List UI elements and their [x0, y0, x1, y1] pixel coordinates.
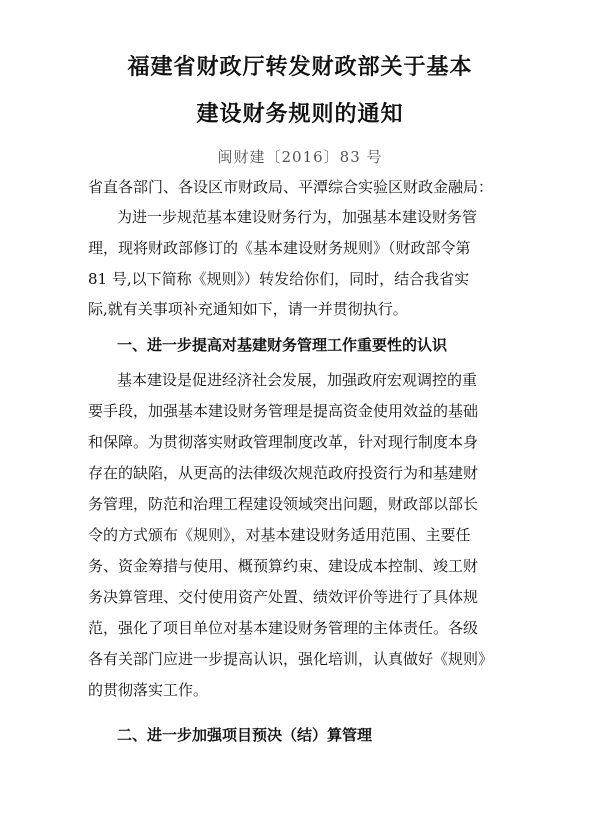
section-1-line: 基本建设是促进经济社会发展，加强政府宏观调控的重	[117, 371, 478, 389]
document-title-line-1: 福建省财政厅转发财政部关于基本	[127, 55, 473, 80]
section-1-line: 务管理，防范和治理工程建设领域突出问题，财政部以部长	[88, 495, 479, 513]
intro-line: 际,就有关事项补充通知如下，请一并贯彻执行。	[88, 300, 408, 318]
section-2-heading: 二、进一步加强项目预决（结）算管理	[117, 726, 373, 744]
intro-line: 为进一步规范基本建设财务行为，加强基本建设财务管	[117, 208, 478, 226]
section-1-line: 各有关部门应进一步提高认识，强化培训，认真做好《规则》	[88, 650, 494, 668]
intro-line: 81 号,以下简称《规则》）转发给你们，同时，结合我省实	[88, 270, 470, 288]
section-1-line: 存在的缺陷，从更高的法律级次规范政府投资行为和基建财	[88, 464, 479, 482]
section-1-line: 令的方式颁布《规则》，对基本建设财务适用范围、主要任	[88, 526, 471, 544]
section-1-heading: 一、进一步提高对基建财务管理工作重要性的认识	[117, 336, 448, 354]
section-1-line: 务决算管理、交付使用资产处置、绩效评价等进行了具体规	[88, 588, 479, 606]
document-number: 闽财建〔2016〕83 号	[217, 148, 383, 166]
section-1-line: 范，强化了项目单位对基本建设财务管理的主体责任。各级	[88, 619, 479, 637]
intro-line: 理，现将财政部修订的《基本建设财务规则》（财政部令第	[88, 239, 471, 257]
section-1-line: 和保障。为贯彻落实财政管理制度改革，针对现行制度本身	[88, 433, 479, 451]
document-title-line-2: 建设财务规则的通知	[196, 102, 404, 127]
section-1-line: 的贯彻落实工作。	[88, 681, 209, 699]
addressee: 省直各部门、各设区市财政局、平潭综合实验区财政金融局：	[88, 178, 494, 196]
section-1-line: 要手段，加强基本建设财务管理是提高资金使用效益的基础	[88, 402, 479, 420]
section-1-line: 务、资金筹措与使用、概预算约束、建设成本控制、竣工财	[88, 557, 479, 575]
